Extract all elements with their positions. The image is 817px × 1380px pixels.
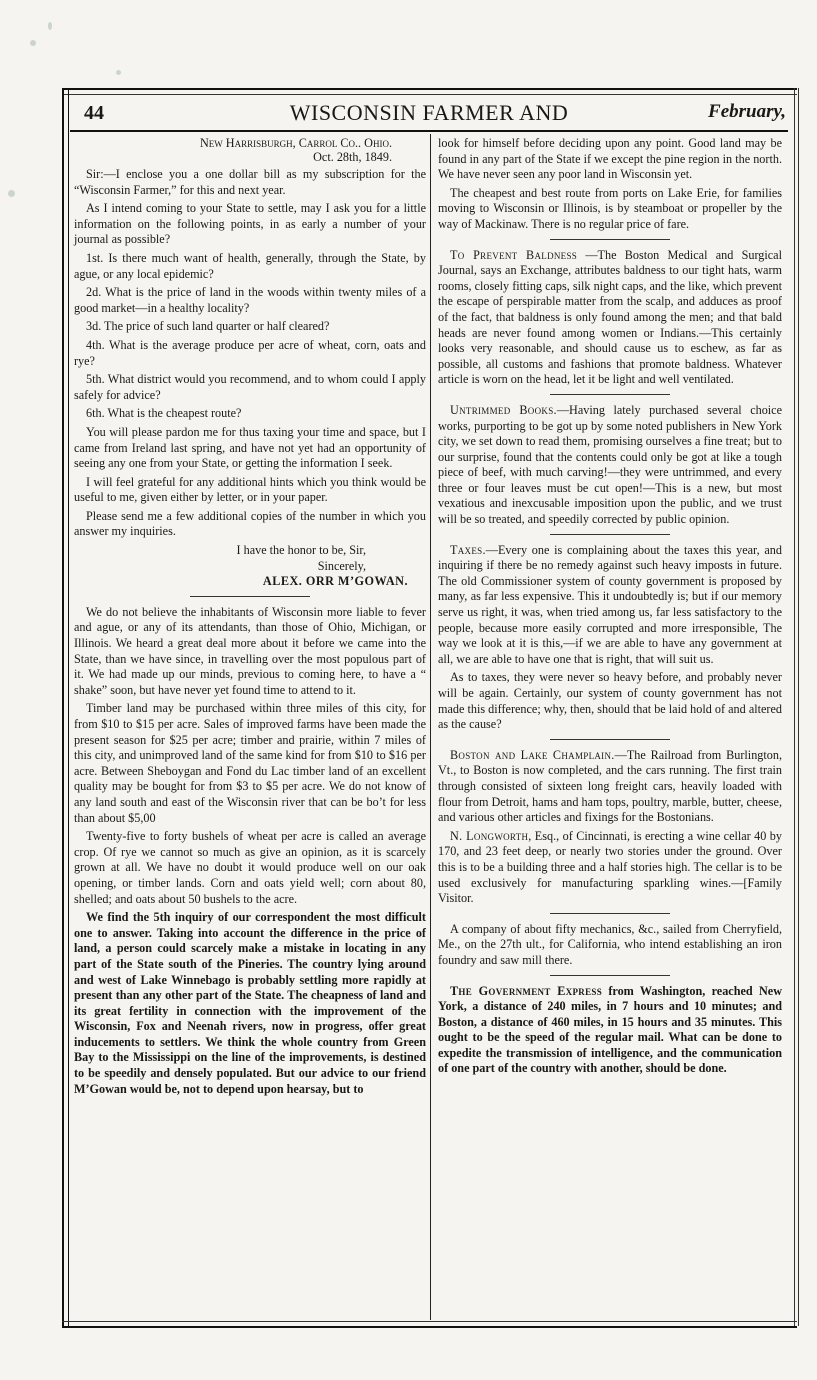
letter-question: 2d. What is the price of land in the woods within twenty miles of a good market—in a healthy locality? [74,285,426,315]
right-column [438,136,782,1080]
letter-paragraph: As I intend coming to your State to settle, may I ask you for a little information on the following points, in as early a number of your journal as possible? [74,201,426,247]
section-rule [550,239,670,240]
letter-paragraph: You will please pardon me for thus taxing your time and space, but I came from Ireland last spring, and have not yet had an opportunity of seeing any one from your State, or getting the information I seek. [74,424,426,471]
issue-month: February, [708,101,786,122]
letter-question: 3d. The price of such land quarter or half cleared? [86,319,330,334]
article-express [438,984,782,1078]
border-top [62,88,797,95]
article-body: —The Boston Medical and Surgical Journal, says an Exchange, attributes baldness to our tight hats, warm rooms, closely fitting caps, silk night caps, and the like, which prevent the escape of perspirable matter from the scalp, and adduces as proof of the fact, that baldness is only found among the men; and that bald heads are never found among women or Indians.—This certainly looks very reasonable, and should cause us to eschew, as far as possible, all customs and fashions that promote baldness. Whatever article is worn on the head, let it be light and well ventilated. [438,247,782,387]
letter-signature: ALEX. ORR M’GOWAN. [262,574,408,589]
reply-paragraph: We find the 5th inquiry of our correspondent the most difficult one to answer. Taking into account the difference in the price of land, a person could scarcely make a mistake in locating in any part of the State south of the Pineries. The country lying around and west of Lake Winnebago is probably settling more rapidly at present than any other part of the State. The cheapness of land and its great fertility in connection with the improvement of the Wisconsin, Fox and Neenah rivers, now in progress, offer great inducements to settlers. We think the whole country from Green Bay to the Mississippi on the line of the improvements, is destined to be speedily and densely populated. But our advice to our friend M’Gowan would be, not to depend upon hearsay, but to [74,910,426,1096]
reply-paragraph: Twenty-five to forty bushels of wheat per acre is called an average crop. Of rye we cannot so much as give an opinion, as it is scarcely grown at all. We have no doubt it would produce well on our oak opening, or timber lands. Corn and oats yield well; corn about 80, shelled; and oats about 50 bushels to the acre. [74,829,426,906]
section-rule [550,913,670,914]
letter-question: 5th. What district would you recommend, and to whom could I apply safely for advice? [74,372,426,402]
paper-stain [48,22,52,30]
letter-question: 1st. Is there much want of health, generally, through the State, by ague, or any local epidemic? [74,250,426,281]
article-longworth [438,829,782,907]
article-heading: The Government Express [450,983,602,998]
article-body: , Esq., of Cincinnati, is erecting a wine cellar 40 by 170, and 23 feet deep, or nearly two stories under the ground. Over this is to be a building three and a half stories high. The cellar is to be used exclusively for manufacturing sparkling wines.—[Family Visitor. [438,828,782,906]
section-rule [550,394,670,395]
page-number: 44 [84,102,104,124]
column-divider [430,134,431,1320]
article-heading: Taxes. [450,542,486,557]
article-california: A company of about fifty mechanics, &c., sailed from Cherryfield, Me., on the 27th ult., for California, who intend establishing an iron foundry and saw mill there. [438,921,782,967]
letter-place: New Harrisburgh, Carrol Co.. Ohio. [199,136,392,150]
section-rule [550,975,670,976]
article-railroad [438,748,782,826]
article-taxes-continued: As to taxes, they were never so heavy before, and probably never will be again. Certainly, our system of county government has not made this difference; why, then, should that be laid hold of and altered as the cause? [438,670,782,732]
paper-stain [8,190,15,197]
letter-paragraph: Sir:—I enclose you a one dollar bill as my subscription for the “Wisconsin Farmer,” for this and next year. [74,167,426,197]
article-body: —Having lately purchased several choice works, purporting to be got up by some noted publishers in New York city, we set down to read them, promising ourselves a fine treat; but to our surprise, found that the contents could only be got at like a tough piece of beef, with much carving!—they were untrimmed, and every three or four leaves must be cut open!—This is a new, but most vexatious and inexcusable imposition upon the public, and we trust will be so treated, and speedily corrected by public opinion. [438,402,782,527]
left-column [74,136,426,1100]
reply-paragraph: We do not believe the inhabitants of Wisconsin more liable to fever and ague, or any of its attendants, than those of Ohio, Michigan, or Illinois. We heard a great deal more about it before we came into the State, than we have since, in travelling over the most populous part of it. We had made up our minds, previous to coming here, to have a “ shake” soon, but have never yet found time to attend to it. [74,604,426,697]
article-books [438,403,782,528]
article-heading: N. Longworth [450,828,529,843]
letter-paragraph: I will feel grateful for any additional hints which you think would be useful to me, given either by letter, or in your paper. [74,474,426,505]
section-rule [550,739,670,740]
letter-closing: Sincerely, [317,558,366,573]
reply-continuation: look for himself before deciding upon any point. Good land may be found in any part of the State if we except the pine region in the north. We have never seen any poor land in Wisconsin yet. [438,136,782,182]
letter-question: 6th. What is the cheapest route? [86,406,242,421]
article-heading: To Prevent Baldness [450,247,578,262]
article-baldness [438,248,782,388]
letter-question: 4th. What is the average produce per acre of wheat, corn, oats and rye? [74,337,426,368]
article-body: from Washington, reached New York, a distance of 240 miles, in 7 hours and 10 minutes; and Boston, a distance of 460 miles, in 15 hours and 35 minutes. This ought to be the speed of the regular mail. What can be done to expedite the transmission of intelligence, and the communication of one part of the country with another, should be done. [438,983,782,1076]
section-rule [190,596,310,597]
letter-paragraph: Please send me a few additional copies of the number in which you answer my inquiries. [74,508,426,539]
article-heading: Boston and Lake Champlain. [450,747,615,762]
route-paragraph: The cheapest and best route from ports on Lake Erie, for families moving to Wisconsin or Illinois, is by steamboat or propeller by the way of Mackinaw. There is no regular price of fare. [438,185,782,231]
article-taxes [438,543,782,668]
letter-date: Oct. 28th, 1849. [313,150,392,164]
border-bottom [62,1321,797,1328]
journal-title: WISCONSIN FARMER AND [289,100,569,125]
article-heading: Untrimmed Books. [450,402,557,417]
page-header [70,98,788,132]
paper-stain [116,70,121,75]
article-body: —The Railroad from Burlington, Vt., to Boston is now completed, and the cars running. The first train through consisted of sixteen long freight cars, heavily loaded with flour from Detroit, hams and ham tops, poultry, marble, butter, cheese, and various other articles and fixings for the Bostonians. [438,747,783,825]
border-right [794,88,799,1326]
letter-heading [74,136,426,164]
section-rule [550,534,670,535]
reply-paragraph: Timber land may be purchased within three miles of this city, for from $10 to $15 per acre. Sales of improved farms have been made the present season for $25 per acre; timber and prairie, within 7 miles of this city, and unimproved land of the same kind for from $10 to $16 per acre. Between Sheboygan and Fond du Lac timber land of an excellent quality may be bought for from $3 to $5 per acre. We do not know of any land south and east of the Wisconsin river that can be bo’t for less than about $5,00 [74,701,426,825]
article-body: —Every one is complaining about the taxes this year, and inquiring if there be no remedy against such heavy imposts in future. The old Commissioner system of county government is proposed by many, as far less expensive. This it undoubtedly is; but if our memory serve us right, it was, when tried among us, far less satisfactory to the people, because more easily corrupted and more irresponsible, The way we look at it is this,—if we are able to have any government at all, we are able to have one that is right, that will suit us. [438,542,782,666]
border-left [62,88,69,1326]
letter-closing: I have the honor to be, Sir, [236,543,366,558]
paper-stain [30,40,36,46]
